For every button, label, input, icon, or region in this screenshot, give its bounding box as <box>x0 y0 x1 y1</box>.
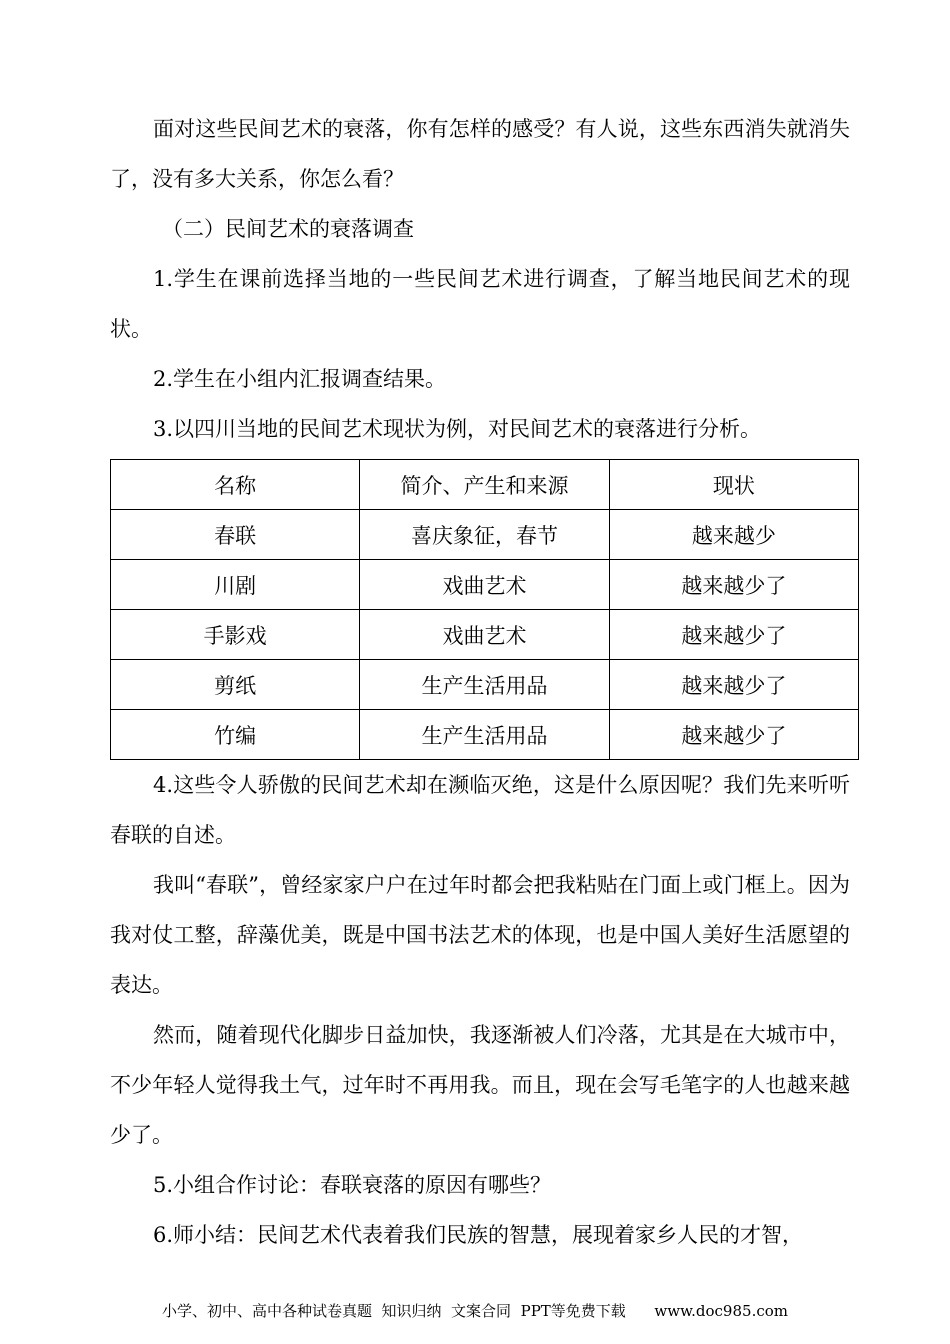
table-cell: 越来越少了 <box>609 710 858 760</box>
list-item: 5.小组合作讨论：春联衰落的原因有哪些？ <box>153 1173 552 1197</box>
list-item: 2.学生在小组内汇报调查结果。 <box>153 367 447 391</box>
table-cell: 生产生活用品 <box>360 710 609 760</box>
list-item: 1.学生在课前选择当地的一些民间艺术进行调查，了解当地民间艺术的现状。 <box>110 267 850 341</box>
table-cell: 剪纸 <box>111 660 360 710</box>
table-header-row <box>111 460 859 510</box>
table-row <box>111 610 859 660</box>
folk-art-table <box>110 459 859 760</box>
paragraph-spring-couplet-self-intro: 我叫“春联”，曾经家家户户在过年时都会把我粘贴在门面上或门框上。因为我对仗工整，辞藻优美，既是中国书法艺术的体现，也是中国人美好生活愿望的表达。 <box>110 873 850 997</box>
table-row <box>111 560 859 610</box>
table-cell: 喜庆象征，春节 <box>360 510 609 560</box>
table-cell: 越来越少 <box>609 510 858 560</box>
list-item: 6.师小结：民间艺术代表着我们民族的智慧，展现着家乡人民的才智， <box>153 1223 804 1247</box>
list-item: 4.这些令人骄傲的民间艺术却在濒临灭绝，这是什么原因呢？我们先来听听春联的自述。 <box>110 773 850 847</box>
table-cell: 春联 <box>111 510 360 560</box>
table-cell: 越来越少了 <box>609 560 858 610</box>
table-cell: 手影戏 <box>111 610 360 660</box>
list-item: 3.以四川当地的民间艺术现状为例，对民间艺术的衰落进行分析。 <box>153 417 762 441</box>
table-header-cell: 简介、产生和来源 <box>360 460 609 510</box>
table-header-cell: 名称 <box>111 460 360 510</box>
table-cell: 生产生活用品 <box>360 660 609 710</box>
paragraph-spring-couplet-decline: 然而，随着现代化脚步日益加快，我逐渐被人们冷落，尤其是在大城市中，不少年轻人觉得我土气，过年时不再用我。而且，现在会写毛笔字的人也越来越少了。 <box>110 1023 850 1147</box>
table-cell: 戏曲艺术 <box>360 610 609 660</box>
table-row <box>111 510 859 560</box>
table-cell: 越来越少了 <box>609 660 858 710</box>
table-cell: 竹编 <box>111 710 360 760</box>
document-body <box>110 104 850 1260</box>
table-cell: 戏曲艺术 <box>360 560 609 610</box>
table-header-cell: 现状 <box>609 460 858 510</box>
section-heading: （二）民间艺术的衰落调查 <box>162 217 414 241</box>
table-cell: 川剧 <box>111 560 360 610</box>
table-row <box>111 710 859 760</box>
table-cell: 越来越少了 <box>609 610 858 660</box>
page-footer: 小学、初中、高中各种试卷真题 知识归纳 文案合同 PPT等免费下载 www.doc985.com <box>161 1302 788 1320</box>
paragraph-reflection: 面对这些民间艺术的衰落，你有怎样的感受？有人说，这些东西消失就消失了，没有多大关系，你怎么看？ <box>110 117 850 191</box>
table-row <box>111 660 859 710</box>
